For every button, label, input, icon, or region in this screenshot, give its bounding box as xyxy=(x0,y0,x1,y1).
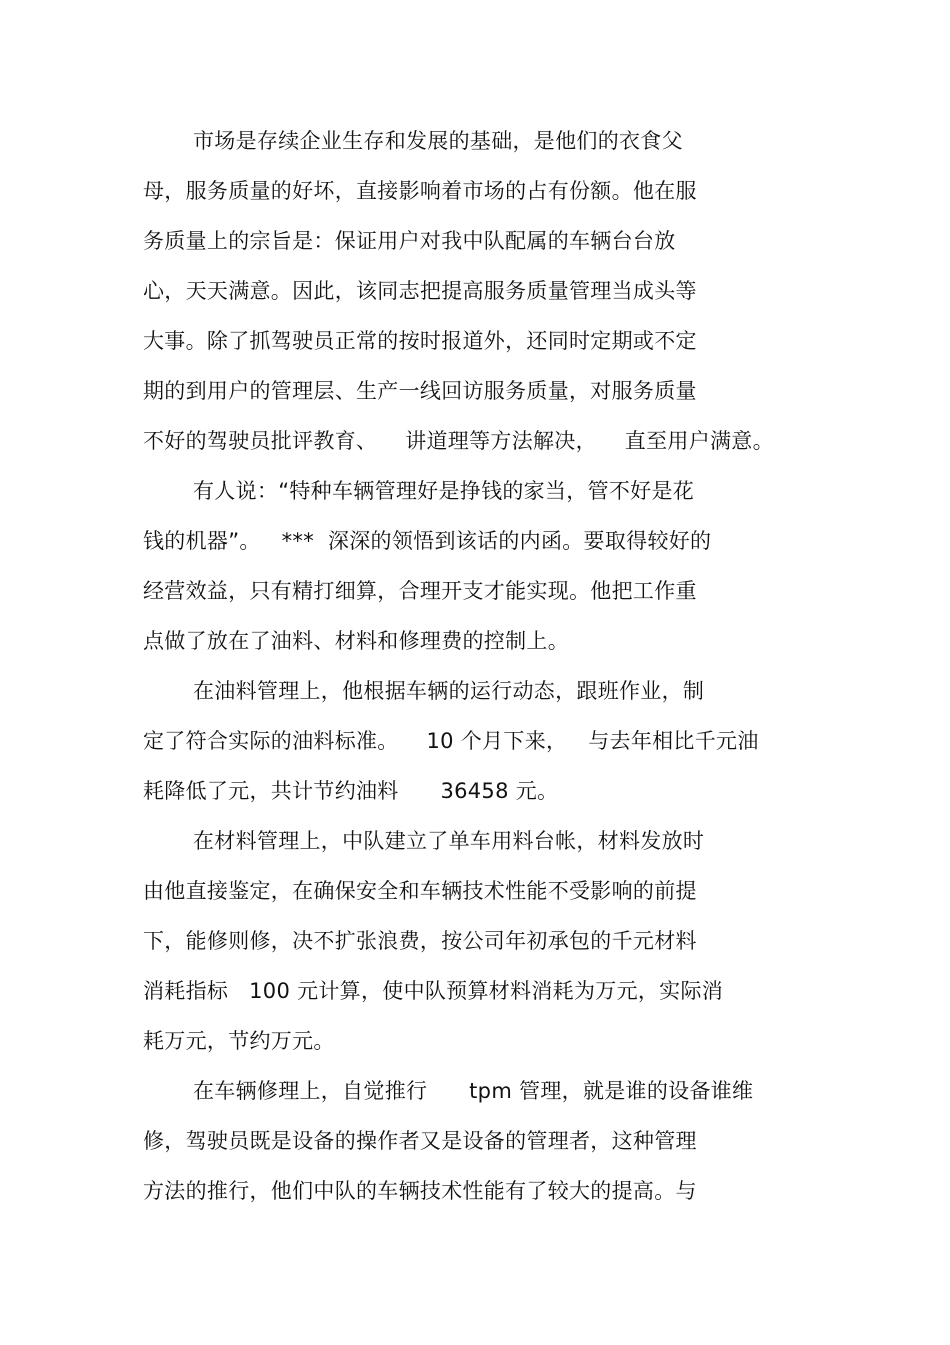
paragraph-4-line-2: 由他直接鉴定，在确保安全和车辆技术性能不受影响的前提 xyxy=(143,879,697,903)
paragraph-2-line-3: 经营效益，只有精打细算，合理开支才能实现。他把工作重 xyxy=(143,579,697,603)
paragraph-4-line-5: 耗万元，节约万元。 xyxy=(143,1029,335,1053)
paragraph-4-line-4: 消耗指标 100 元计算，使中队预算材料消耗为万元，实际消 xyxy=(143,979,724,1003)
paragraph-4-line-1: 在材料管理上，中队建立了单车用料台帐，材料发放时 xyxy=(193,829,705,853)
paragraph-2-line-4: 点做了放在了油料、材料和修理费的控制上。 xyxy=(143,629,569,653)
paragraph-4-line-3: 下，能修则修，决不扩张浪费，按公司年初承包的千元材料 xyxy=(143,929,697,953)
paragraph-1-line-4: 心，天天满意。因此，该同志把提高服务质量管理当成头等 xyxy=(143,279,697,303)
paragraph-3-line-2: 定了符合实际的油料标准。 10 个月下来， 与去年相比千元油 xyxy=(143,729,759,753)
paragraph-1-line-5: 大事。除了抓驾驶员正常的按时报道外，还同时定期或不定 xyxy=(143,329,697,353)
paragraph-5-line-2: 修，驾驶员既是设备的操作者又是设备的管理者，这种管理 xyxy=(143,1129,697,1153)
paragraph-5-line-1: 在车辆修理上，自觉推行 tpm 管理，就是谁的设备谁维 xyxy=(193,1079,754,1103)
paragraph-5-line-3: 方法的推行，他们中队的车辆技术性能有了较大的提高。与 xyxy=(143,1179,697,1203)
paragraph-3-line-3: 耗降低了元，共计节约油料 36458 元。 xyxy=(143,779,559,803)
paragraph-1-line-2: 母，服务质量的好坏，直接影响着市场的占有份额。他在服 xyxy=(143,179,697,203)
paragraph-2-line-1: 有人说：“特种车辆管理好是挣钱的家当，管不好是花 xyxy=(193,479,695,503)
paragraph-1-line-7: 不好的驾驶员批评教育、 讲道理等方法解决， 直至用户满意。 xyxy=(143,429,774,453)
paragraph-3-line-1: 在油料管理上，他根据车辆的运行动态，跟班作业，制 xyxy=(193,679,705,703)
paragraph-1-line-1: 市场是存续企业生存和发展的基础，是他们的衣食父 xyxy=(193,129,683,153)
paragraph-1-line-3: 务质量上的宗旨是：保证用户对我中队配属的车辆台台放 xyxy=(143,229,676,253)
paragraph-1-line-6: 期的到用户的管理层、生产一线回访服务质量，对服务质量 xyxy=(143,379,697,403)
paragraph-2-line-2: 钱的机器”。 *** 深深的领悟到该话的内函。要取得较好的 xyxy=(143,529,712,553)
